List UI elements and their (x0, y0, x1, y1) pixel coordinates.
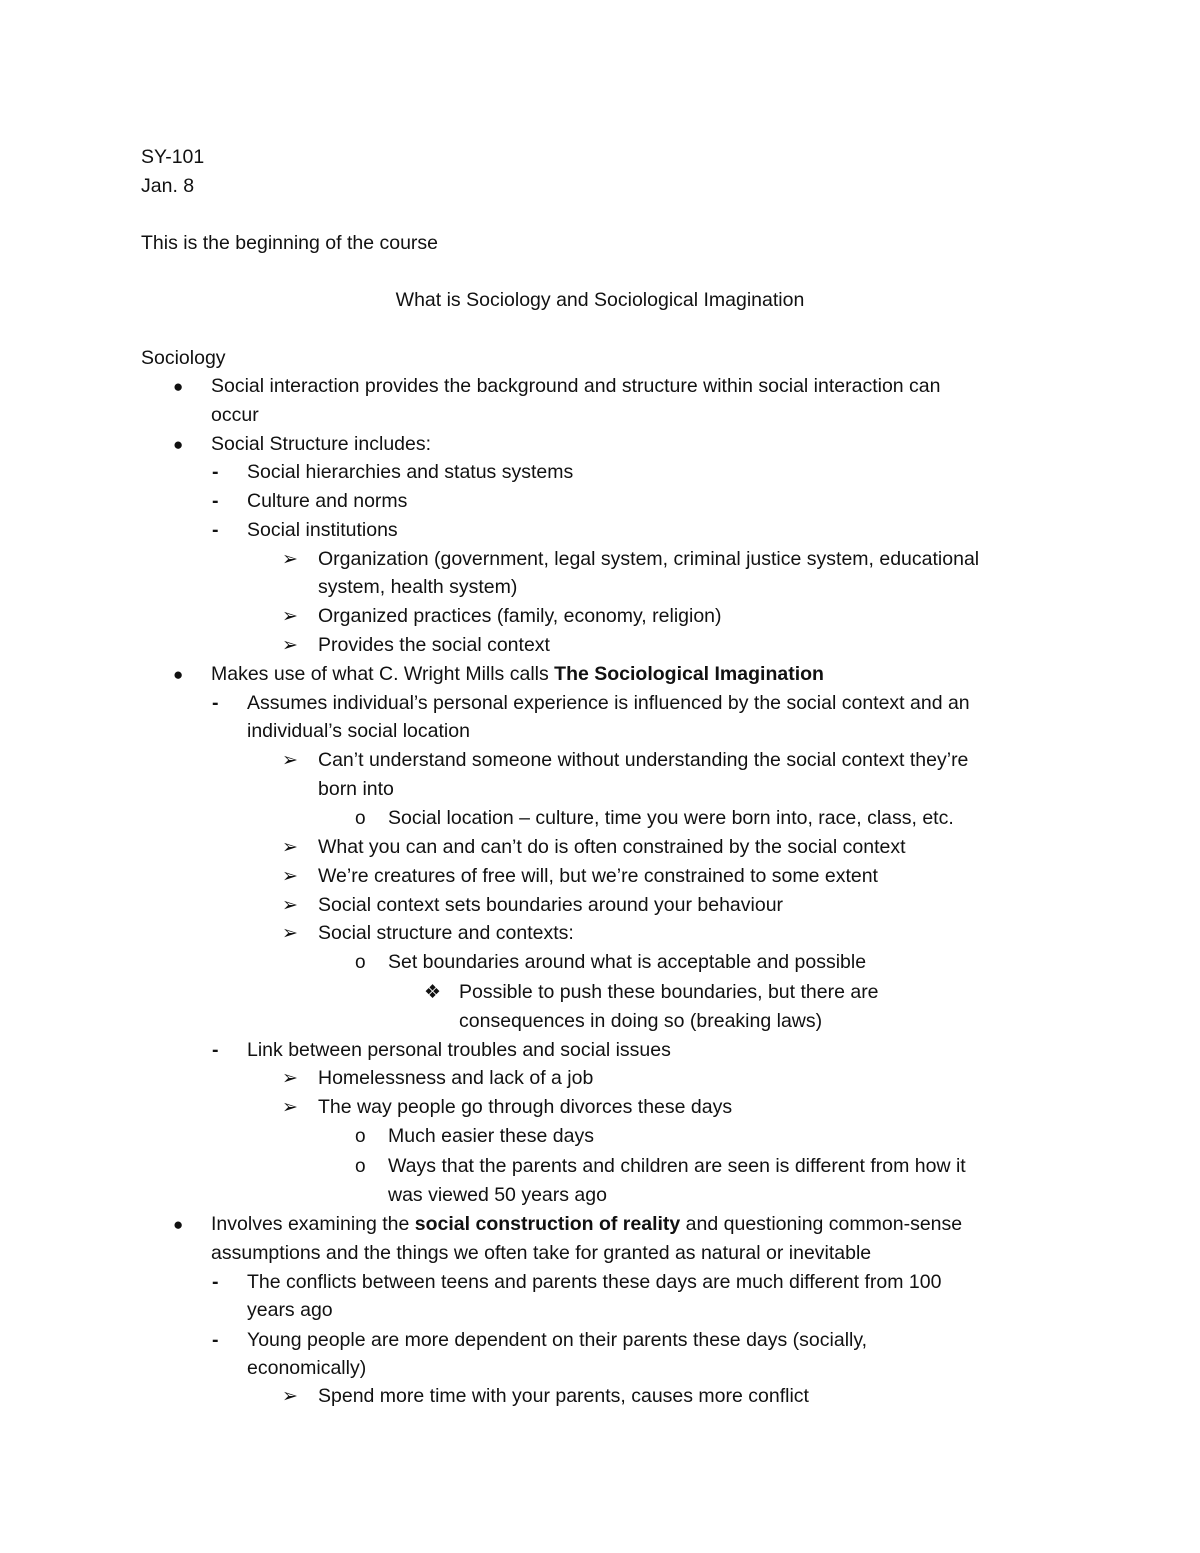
list-item-text: Possible to push these boundaries, but there are (459, 981, 879, 1003)
list-item-text: What you can and can’t do is often constrained by the social context (318, 836, 906, 858)
arrow-bullet-icon: ➢ (282, 750, 298, 771)
list-item-text: We’re creatures of free will, but we’re constrained to some extent (318, 865, 878, 887)
list-item-text: consequences in doing so (breaking laws) (459, 1010, 823, 1032)
dash-icon: - (212, 1039, 219, 1061)
dash-icon: - (212, 1271, 219, 1293)
arrow-bullet-icon: ➢ (282, 895, 298, 916)
text-run: Involves examining the (211, 1213, 415, 1235)
list-item-text: Link between personal troubles and social issues (247, 1039, 671, 1061)
list-item-text: Much easier these days (388, 1125, 594, 1147)
dash-icon: - (212, 461, 219, 483)
list-item-text: The way people go through divorces these days (318, 1096, 733, 1118)
list-item-text: Social interaction provides the background and structure within social interaction can (211, 375, 941, 397)
emphasis-text: The Sociological Imagination (554, 663, 824, 685)
list-item-text: Social Structure includes: (211, 433, 432, 455)
circle-bullet-icon: o (355, 808, 366, 829)
list-item-text: Provides the social context (318, 634, 550, 656)
list-item-text: occur (211, 404, 259, 426)
list-item-text: Culture and norms (247, 490, 408, 512)
bullet-icon: ● (173, 1215, 184, 1234)
section-heading-text: Sociology (141, 347, 226, 369)
course-code-text: SY-101 (141, 146, 205, 168)
dash-icon: - (212, 490, 219, 512)
arrow-bullet-icon: ➢ (282, 1386, 298, 1407)
arrow-bullet-icon: ➢ (282, 606, 298, 627)
list-item-text: individual’s social location (247, 720, 470, 742)
list-item-text: Spend more time with your parents, causes more conflict (318, 1385, 809, 1407)
list-item-text: born into (318, 778, 394, 800)
list-item-text: Organization (government, legal system, criminal justice system, educational (318, 548, 980, 570)
emphasis-text: social construction of reality (414, 1213, 681, 1235)
list-item-text: Social hierarchies and status systems (247, 461, 574, 483)
bullet-icon: ● (173, 665, 184, 684)
arrow-bullet-icon: ➢ (282, 923, 298, 944)
list-item-text: The conflicts between teens and parents these days are much different from 100 (247, 1271, 942, 1293)
document-title: What is Sociology and Sociological Imagination (395, 289, 805, 311)
list-item-text: Social context sets boundaries around your behaviour (318, 894, 784, 916)
list-item-text: Social location – culture, time you were born into, race, class, etc. (388, 807, 954, 829)
list-item-text: Organized practices (family, economy, religion) (318, 605, 722, 627)
dash-icon: - (212, 1329, 219, 1351)
bullet-icon: ● (173, 377, 184, 396)
circle-bullet-icon: o (355, 952, 366, 973)
list-item-text: Social structure and contexts: (318, 922, 574, 944)
circle-bullet-icon: o (355, 1126, 366, 1147)
arrow-bullet-icon: ➢ (282, 1068, 298, 1089)
list-item-text: Assumes individual’s personal experience is influenced by the social context and an (247, 692, 970, 714)
list-item-text: system, health system) (318, 576, 518, 598)
list-item-text: Can’t understand someone without understanding the social context they’re (318, 749, 969, 771)
diamond-bullet-icon: ❖ (424, 982, 442, 1003)
list-item-text (211, 1210, 962, 1239)
dash-icon: - (212, 519, 219, 541)
arrow-bullet-icon: ➢ (282, 549, 298, 570)
intro-text: This is the beginning of the course (141, 232, 439, 254)
list-item-text: was viewed 50 years ago (388, 1184, 607, 1206)
date-text: Jan. 8 (141, 175, 195, 197)
arrow-bullet-icon: ➢ (282, 635, 298, 656)
list-item-text: Ways that the parents and children are seen is different from how it (388, 1155, 966, 1177)
list-item-text: Social institutions (247, 519, 398, 541)
list-item-text: Set boundaries around what is acceptable and possible (388, 951, 867, 973)
text-run: and questioning common-sense (680, 1213, 963, 1235)
arrow-bullet-icon: ➢ (282, 866, 298, 887)
bullet-icon: ● (173, 435, 184, 454)
arrow-bullet-icon: ➢ (282, 837, 298, 858)
list-item-text: economically) (247, 1357, 367, 1379)
list-item-text: assumptions and the things we often take for granted as natural or inevitable (211, 1242, 872, 1264)
list-item-text (211, 660, 824, 689)
list-item-text: years ago (247, 1299, 333, 1321)
arrow-bullet-icon: ➢ (282, 1097, 298, 1118)
list-item-text: Homelessness and lack of a job (318, 1067, 594, 1089)
list-item-text: Young people are more dependent on their parents these days (socially, (247, 1329, 868, 1351)
circle-bullet-icon: o (355, 1156, 366, 1177)
text-run: Makes use of what C. Wright Mills calls (211, 663, 555, 685)
dash-icon: - (212, 692, 219, 714)
